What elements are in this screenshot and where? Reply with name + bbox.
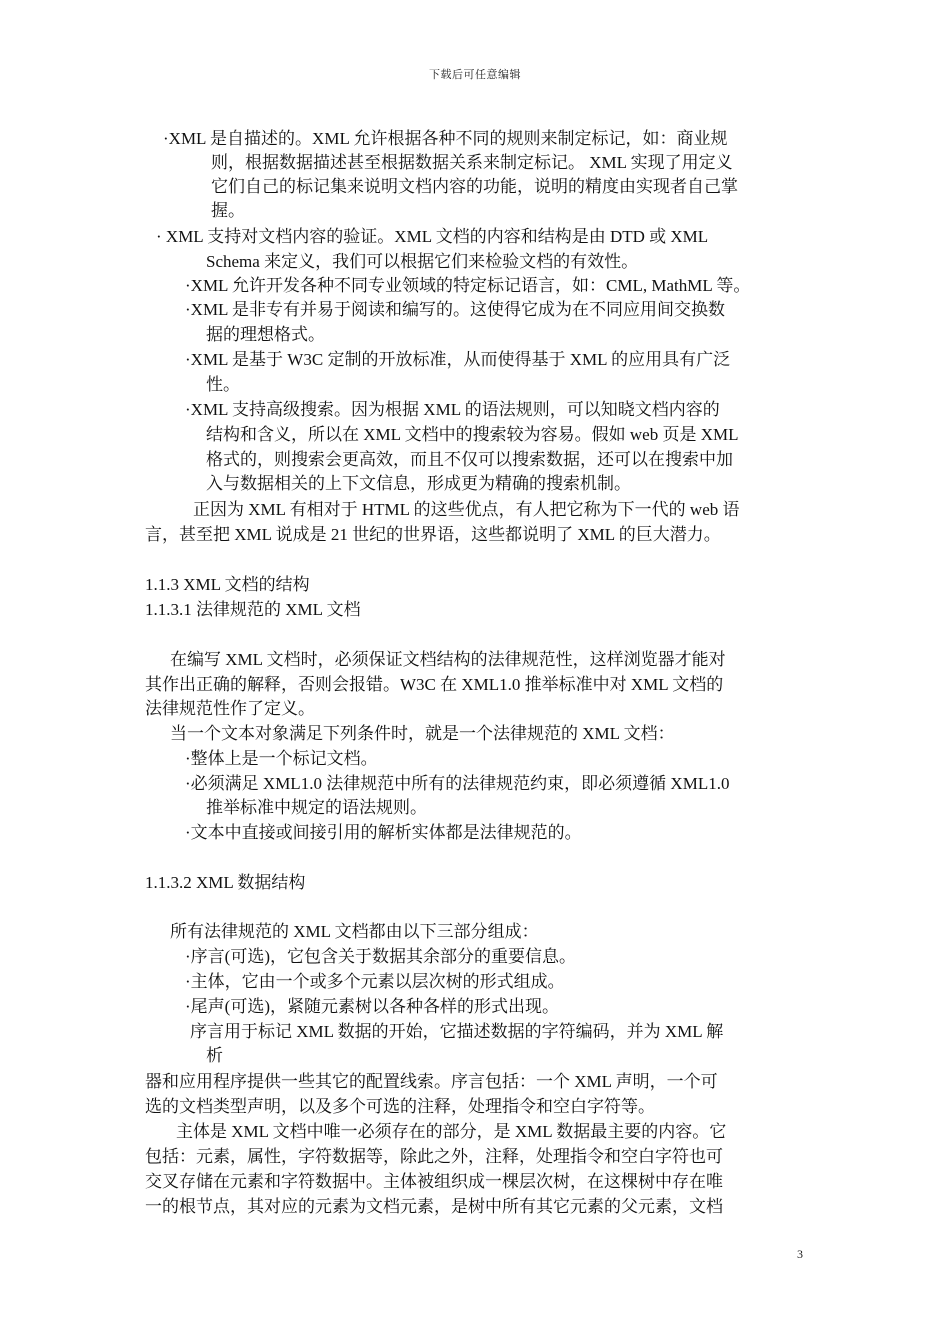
text-line: ·主体，它由一个或多个元素以层次树的形式组成。 bbox=[185, 972, 565, 991]
text-line: · XML 支持对文档内容的验证。XML 文档的内容和结构是由 DTD 或 XML bbox=[156, 227, 709, 246]
text-line: 入与数据相关的上下文信息，形成更为精确的搜索机制。 bbox=[206, 474, 631, 493]
text-line: 一的根节点，其对应的元素为文档元素，是树中所有其它元素的父元素，文档 bbox=[145, 1197, 723, 1216]
section-heading: 1.1.3.1 法律规范的 XML 文档 bbox=[145, 600, 361, 619]
text-line: ·必须满足 XML1.0 法律规范中所有的法律规范约束，即必须遵循 XML1.0 bbox=[185, 774, 730, 793]
text-line: 交叉存储在元素和字符数据中。主体被组织成一棵层次树，在这棵树中存在唯 bbox=[145, 1172, 723, 1191]
text-line: ·XML 支持高级搜索。因为根据 XML 的语法规则，可以知晓文档内容的 bbox=[185, 400, 720, 419]
text-line: 析 bbox=[206, 1046, 223, 1065]
text-line: 言，甚至把 XML 说成是 21 世纪的世界语，这些都说明了 XML 的巨大潜力。 bbox=[145, 525, 721, 544]
page-number: 3 bbox=[797, 1247, 803, 1261]
text-line: 器和应用程序提供一些其它的配置线索。序言包括：一个 XML 声明，一个可 bbox=[145, 1072, 718, 1091]
text-line: Schema 来定义，我们可以根据它们来检验文档的有效性。 bbox=[206, 252, 639, 271]
text-line: ·XML 是自描述的。XML 允许根据各种不同的规则来制定标记，如：商业规 bbox=[163, 129, 728, 148]
text-line: 包括：元素，属性，字符数据等，除此之外，注释，处理指令和空白字符也可 bbox=[145, 1147, 723, 1166]
text-line: 在编写 XML 文档时，必须保证文档结构的法律规范性，这样浏览器才能对 bbox=[170, 650, 726, 669]
page-header: 下载后可任意编辑 bbox=[429, 69, 521, 81]
text-line: 正因为 XML 有相对于 HTML 的这些优点，有人把它称为下一代的 web 语 bbox=[193, 500, 740, 519]
text-line: ·整体上是一个标记文档。 bbox=[185, 749, 378, 768]
text-line: 据的理想格式。 bbox=[206, 325, 325, 344]
text-line: 推举标准中规定的语法规则。 bbox=[206, 798, 427, 817]
text-line: 当一个文本对象满足下列条件时，就是一个法律规范的 XML 文档： bbox=[170, 724, 675, 743]
text-line: 序言用于标记 XML 数据的开始，它描述数据的字符编码，并为 XML 解 bbox=[190, 1022, 724, 1041]
section-heading: 1.1.3 XML 文档的结构 bbox=[145, 575, 310, 594]
text-line: 则，根据数据描述甚至根据数据关系来制定标记。 XML 实现了用定义 bbox=[211, 153, 733, 172]
text-line: 其作出正确的解释，否则会报错。W3C 在 XML1.0 推举标准中对 XML 文档的 bbox=[145, 675, 724, 694]
text-line: ·XML 是非专有并易于阅读和编写的。这使得它成为在不同应用间交换数 bbox=[185, 300, 726, 319]
text-line: 法律规范性作了定义。 bbox=[145, 699, 315, 718]
text-line: ·XML 允许开发各种不同专业领域的特定标记语言，如：CML, MathML 等。 bbox=[185, 276, 751, 295]
text-line: 选的文档类型声明，以及多个可选的注释，处理指令和空白字符等。 bbox=[145, 1097, 655, 1116]
text-line: 它们自己的标记集来说明文档内容的功能，说明的精度由实现者自己掌 bbox=[211, 177, 738, 196]
text-line: ·文本中直接或间接引用的解析实体都是法律规范的。 bbox=[185, 823, 582, 842]
text-line: 性。 bbox=[206, 375, 240, 394]
text-line: 结构和含义，所以在 XML 文档中的搜索较为容易。假如 web 页是 XML bbox=[206, 425, 739, 444]
text-line: 握。 bbox=[211, 201, 245, 220]
text-line: ·尾声(可选)，紧随元素树以各种各样的形式出现。 bbox=[185, 997, 559, 1016]
text-line: 所有法律规范的 XML 文档都由以下三部分组成： bbox=[170, 922, 539, 941]
text-line: 格式的，则搜索会更高效，而且不仅可以搜索数据，还可以在搜索中加 bbox=[206, 450, 733, 469]
section-heading: 1.1.3.2 XML 数据结构 bbox=[145, 873, 306, 892]
text-line: ·序言(可选)，它包含关于数据其余部分的重要信息。 bbox=[185, 947, 576, 966]
text-line: ·XML 是基于 W3C 定制的开放标准，从而使得基于 XML 的应用具有广泛 bbox=[185, 350, 731, 369]
text-line: 主体是 XML 文档中唯一必须存在的部分，是 XML 数据最主要的内容。它 bbox=[176, 1122, 727, 1141]
